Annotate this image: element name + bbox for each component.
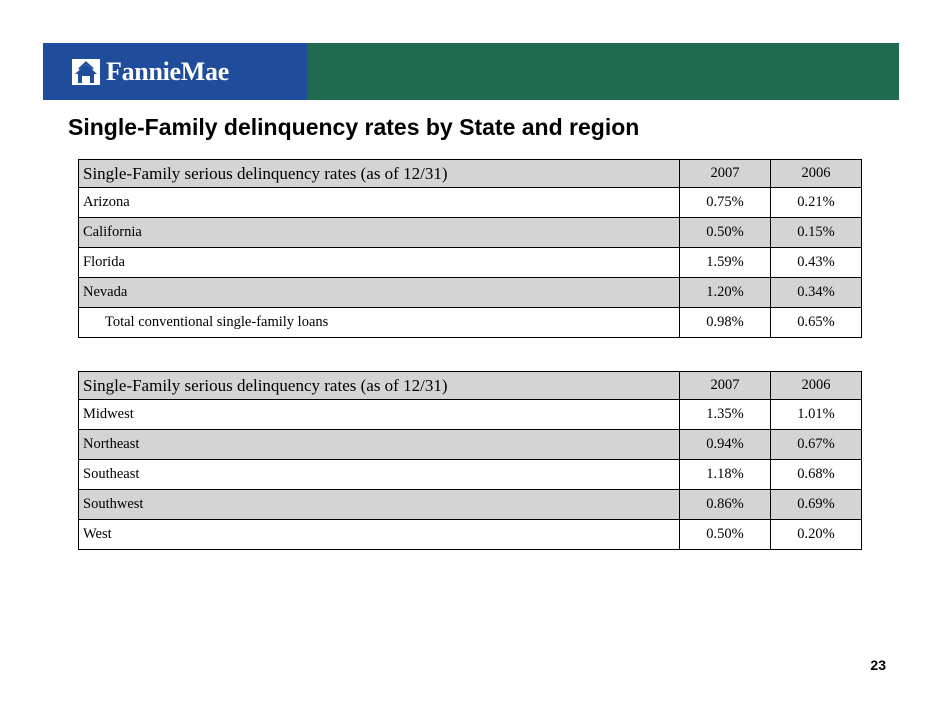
banner-green-panel xyxy=(307,43,899,100)
row-label: Total conventional single-family loans xyxy=(79,308,680,338)
value-2006: 0.43% xyxy=(771,248,862,278)
value-2007: 0.50% xyxy=(680,520,771,550)
row-label: Southeast xyxy=(79,460,680,490)
value-2006: 1.01% xyxy=(771,400,862,430)
value-2006: 0.65% xyxy=(771,308,862,338)
value-2007: 0.86% xyxy=(680,490,771,520)
header-2007: 2007 xyxy=(680,372,771,400)
row-label: West xyxy=(79,520,680,550)
fanniemae-logo xyxy=(70,57,229,87)
header-2006: 2006 xyxy=(771,160,862,188)
table-header-row xyxy=(79,372,862,400)
slide-title: Single-Family delinquency rates by State and region xyxy=(68,114,640,140)
row-label: California xyxy=(79,218,680,248)
header-banner xyxy=(43,43,899,100)
value-2006: 0.34% xyxy=(771,278,862,308)
row-label: Florida xyxy=(79,248,680,278)
table-row xyxy=(79,430,862,460)
table-row xyxy=(79,218,862,248)
value-2006: 0.68% xyxy=(771,460,862,490)
table-row xyxy=(79,460,862,490)
page-number: 23 xyxy=(870,657,886,673)
row-label: Nevada xyxy=(79,278,680,308)
value-2007: 0.50% xyxy=(680,218,771,248)
table-row xyxy=(79,188,862,218)
table-header-row xyxy=(79,160,862,188)
header-2006: 2006 xyxy=(771,372,862,400)
header-2007: 2007 xyxy=(680,160,771,188)
value-2007: 1.20% xyxy=(680,278,771,308)
row-label: Southwest xyxy=(79,490,680,520)
value-2006: 0.21% xyxy=(771,188,862,218)
table-row xyxy=(79,248,862,278)
table-row xyxy=(79,490,862,520)
value-2006: 0.20% xyxy=(771,520,862,550)
value-2007: 0.94% xyxy=(680,430,771,460)
total-row xyxy=(79,308,862,338)
value-2007: 0.98% xyxy=(680,308,771,338)
fanniemae-house-icon xyxy=(70,57,102,87)
header-label: Single-Family serious delinquency rates (as of 12/31) xyxy=(79,372,680,400)
value-2006: 0.67% xyxy=(771,430,862,460)
header-label: Single-Family serious delinquency rates (as of 12/31) xyxy=(79,160,680,188)
value-2006: 0.15% xyxy=(771,218,862,248)
table-row xyxy=(79,278,862,308)
row-label: Midwest xyxy=(79,400,680,430)
value-2007: 1.18% xyxy=(680,460,771,490)
table-row xyxy=(79,400,862,430)
value-2007: 1.35% xyxy=(680,400,771,430)
value-2007: 0.75% xyxy=(680,188,771,218)
value-2006: 0.69% xyxy=(771,490,862,520)
state-delinquency-table xyxy=(78,159,862,338)
region-delinquency-table xyxy=(78,371,862,550)
row-label: Arizona xyxy=(79,188,680,218)
row-label: Northeast xyxy=(79,430,680,460)
table-row xyxy=(79,520,862,550)
value-2007: 1.59% xyxy=(680,248,771,278)
logo-text: FannieMae xyxy=(106,57,229,86)
